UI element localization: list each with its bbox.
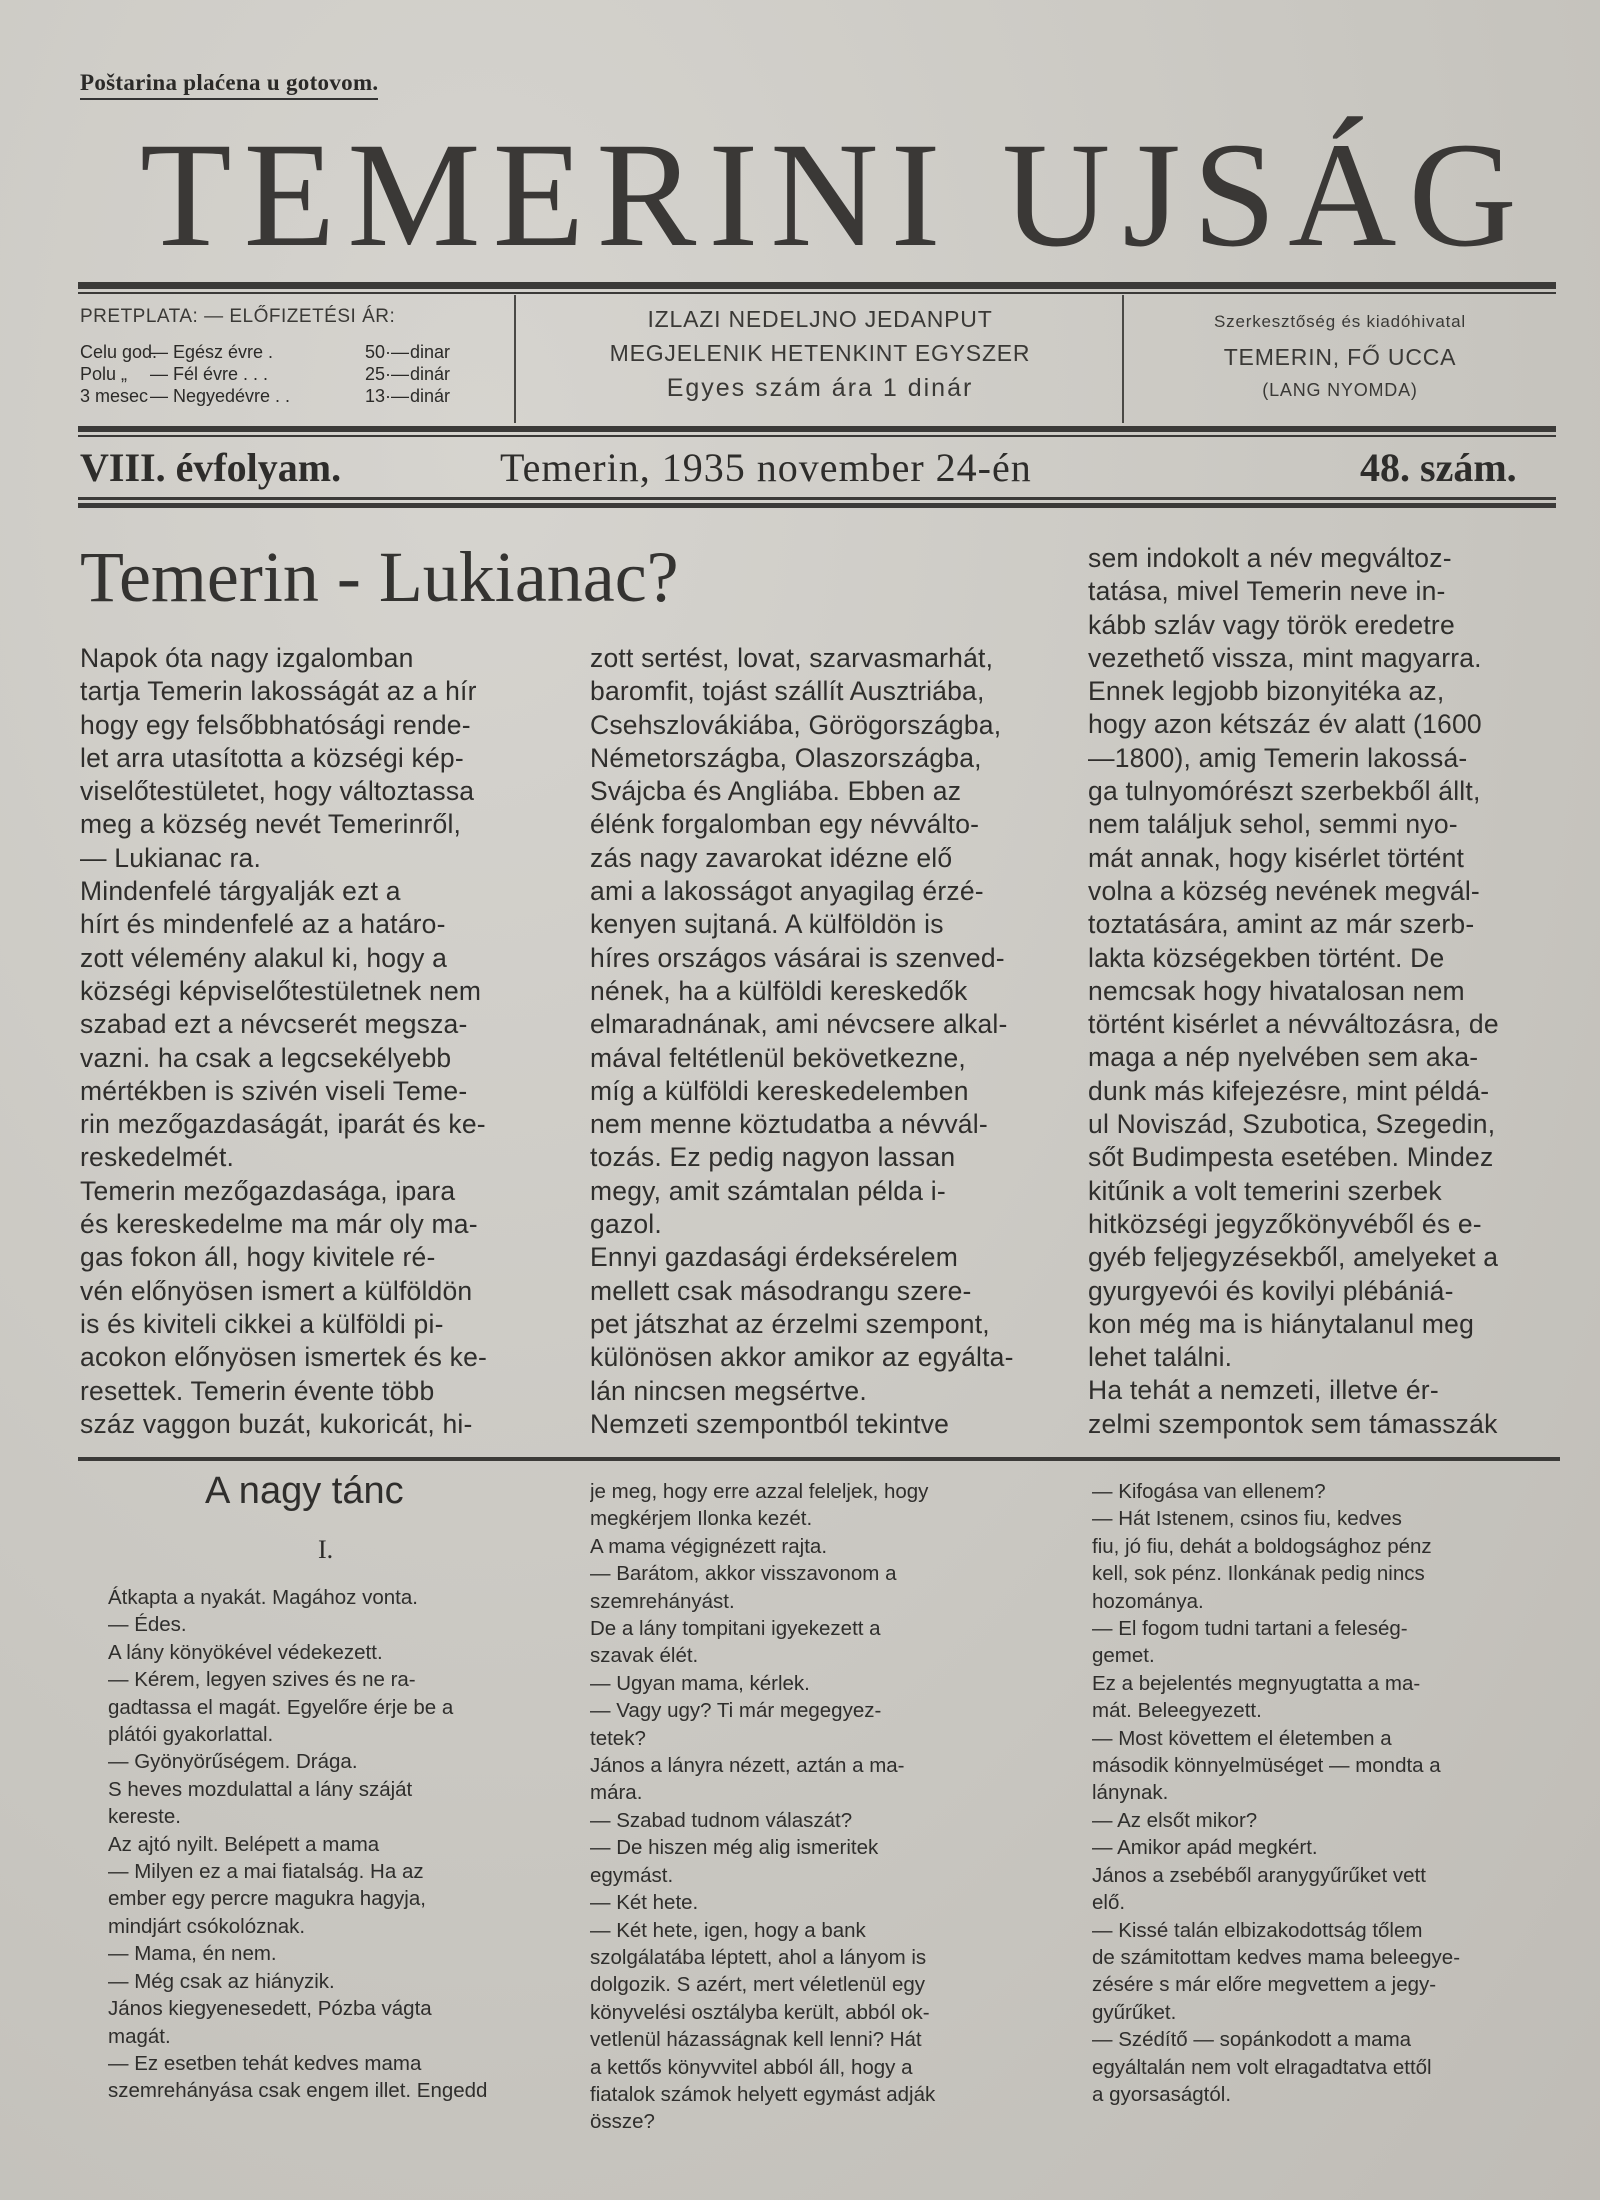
text-line: — Amikor apád megkért. — [1092, 1836, 1318, 1860]
text-line: nem menne köztudatba a névvál- — [590, 1109, 988, 1140]
text-line: plátói gyakorlattal. — [108, 1723, 274, 1747]
text-line: magát. — [108, 2024, 171, 2048]
text-line: — Kissé talán elbizakodottság tőlem — [1092, 1918, 1423, 1942]
text-line: vazni. ha csak a legcsekélyebb — [80, 1042, 452, 1073]
text-line: híres országos vásárai is szenved- — [590, 942, 1005, 973]
article-headline: Temerin - Lukianac? — [80, 537, 679, 617]
text-line: hogy egy felsőbbhatósági rende- — [80, 709, 471, 740]
text-line: meg a község nevét Temerinről, — [80, 809, 462, 840]
text-line: míg a külföldi kereskedelemben — [590, 1075, 969, 1106]
publication-frequency-sr: IZLAZI NEDELJNO JEDANPUT — [647, 306, 993, 332]
text-line: községi képviselőtestületnek nem — [80, 975, 482, 1006]
text-line: megy, amit számtalan példa i- — [590, 1175, 946, 1206]
text-line: je meg, hogy erre azzal feleljek, hogy — [590, 1480, 929, 1503]
article-column-3 — [1088, 542, 1561, 1441]
text-line: is és kiviteli cikkei a külföldi pi- — [80, 1308, 444, 1339]
text-line: lakta községekben történt. De — [1088, 942, 1445, 973]
text-line: A mama végignézett rajta. — [590, 1534, 828, 1558]
issue-volume: VIII. évfolyam. — [80, 445, 342, 490]
text-line: — Kérem, legyen szives és ne ra- — [108, 1668, 416, 1692]
text-line: volna a község nevének megvál- — [1088, 875, 1480, 906]
text-line: de számitottam kedves mama beleegye- — [1092, 1945, 1461, 1969]
text-line: gyűrűket. — [1092, 2000, 1177, 2024]
text-line: tartja Temerin lakosságát az a hír — [80, 676, 477, 707]
masthead-title: TEMERINI UJSÁG — [140, 112, 1529, 278]
text-line: mértékben is szivén viseli Teme- — [80, 1075, 468, 1106]
text-line: sőt Budimpesta esetében. Mindez — [1088, 1142, 1494, 1173]
text-line: nem találjuk sehol, semmi nyo- — [1088, 809, 1458, 840]
text-line: szolgálatába léptett, ahol a lányom is — [590, 1945, 927, 1969]
text-line: — Hát Istenem, csinos fiu, kedves — [1092, 1507, 1402, 1531]
office-address: TEMERIN, FŐ UCCA — [1223, 344, 1457, 370]
text-line: gazol. — [590, 1209, 662, 1240]
publication-frequency-hu: MEGJELENIK HETENKINT EGYSZER — [609, 340, 1031, 366]
text-line: — Még csak az hiányzik. — [108, 1969, 335, 1993]
text-line: ga tulnyomórészt szerbekből állt, — [1088, 776, 1481, 807]
text-line: lehet találni. — [1088, 1342, 1233, 1373]
text-line: mával feltétlenül bekövetkezne, — [590, 1042, 966, 1073]
text-line: különösen akkor amikor az egyálta- — [590, 1342, 1014, 1373]
text-line: — De hiszen még alig ismeritek — [590, 1836, 879, 1860]
text-line: kereste. — [108, 1805, 181, 1829]
text-line: zott vélemény alakul ki, hogy a — [80, 942, 448, 973]
text-line: — Mama, én nem. — [108, 1942, 277, 1966]
text-line: össze? — [590, 2110, 655, 2134]
subscription-heading: PRETPLATA: — ELŐFIZETÉSI ÁR: — [80, 306, 396, 327]
text-line: mindjárt csókolóznak. — [108, 1914, 306, 1938]
text-line: Ennyi gazdasági érdeksérelem — [590, 1242, 958, 1273]
story-chapter: I. — [318, 1535, 334, 1564]
text-line: kenyen sujtaná. A külföldön is — [590, 909, 944, 940]
text-line: vezethető vissza, mint magyarra. — [1088, 642, 1482, 673]
text-line: gadtassa el magát. Egyelőre érje be a — [108, 1695, 454, 1719]
text-line: ul Noviszád, Szubotica, Szegedin, — [1088, 1109, 1496, 1140]
header-rule-mid-thin — [78, 435, 1556, 437]
text-line: Napok óta nagy izgalomban — [80, 643, 414, 673]
text-line: élénk forgalomban egy névválto- — [590, 809, 980, 840]
text-line: Ez a bejelentés megnyugtatta a ma- — [1092, 1671, 1421, 1695]
text-line: —1800), amig Temerin lakossá- — [1088, 742, 1468, 773]
text-line: gyurgyevói és kovilyi plébániá- — [1088, 1275, 1454, 1306]
text-line: tozás. Ez pedig nagyon lassan — [590, 1142, 956, 1173]
text-line: János a zsebéből aranygyűrűket vett — [1092, 1863, 1426, 1887]
text-line: — Milyen ez a mai fiatalság. Ha az — [108, 1860, 424, 1884]
text-line: János kiegyenesedett, Pózba vágta — [108, 1997, 432, 2021]
story-title: A nagy tánc — [205, 1470, 404, 1512]
text-line: — Ugyan mama, kérlek. — [590, 1671, 810, 1695]
text-line: a gyorsaságtól. — [1092, 2082, 1232, 2106]
text-line: szemrehányása csak engem illet. Engedd — [108, 2079, 488, 2103]
text-line: zás nagy zavarokat idézne elő — [590, 842, 953, 873]
article-column-1 — [80, 642, 558, 1441]
text-line: — Ez esetben tehát kedves mama — [108, 2051, 422, 2075]
section-rule — [78, 1457, 1560, 1461]
text-line: kell, sok pénz. Ilonkának pedig nincs — [1092, 1562, 1425, 1586]
text-line: könyvelési osztályba került, abból ok- — [590, 2000, 930, 2024]
text-line: Csehszlovákiába, Görögországba, — [590, 709, 1002, 740]
text-line: hogy azon kétszáz év alatt (1600 — [1088, 709, 1482, 740]
text-line: vén előnyösen ismert a külföldön — [80, 1275, 473, 1306]
text-line: nemcsak hogy hivatalosan nem — [1088, 975, 1465, 1006]
printer-name: (LANG NYOMDA) — [1262, 380, 1418, 400]
text-line: Mindenfelé tárgyalják ezt a — [80, 876, 401, 907]
text-line: fiatalok számok helyett egymást adják — [590, 2082, 936, 2106]
article-column-2 — [590, 642, 1060, 1441]
text-line: resettek. Temerin évente több — [80, 1375, 435, 1406]
text-line: tatása, mivel Temerin neve in- — [1088, 576, 1446, 607]
text-line: Temerin mezőgazdasága, ipara — [80, 1175, 456, 1206]
text-line: pet játszhat az érzelmi szempont, — [590, 1308, 990, 1339]
text-line: rin mezőgazdaságát, iparát és ke- — [80, 1109, 486, 1140]
text-line: tetek? — [590, 1726, 646, 1750]
issue-date: Temerin, 1935 november 24-én — [500, 445, 1032, 490]
header-divider-right — [1122, 295, 1124, 423]
text-line: — Vagy ugy? Ti már megegyez- — [590, 1699, 882, 1723]
text-line: Nemzeti szempontból tekintve — [590, 1408, 950, 1439]
text-line: Ha tehát a nemzeti, illetve ér- — [1088, 1375, 1439, 1406]
text-line: — Két hete, igen, hogy a bank — [590, 1918, 866, 1942]
text-line: De a lány tompitani igyekezett a — [590, 1617, 881, 1641]
text-line: baromfit, tojást szállít Ausztriába, — [590, 676, 985, 707]
text-line: Átkapta a nyakát. Magához vonta. — [108, 1586, 418, 1609]
text-line: — Édes. — [108, 1613, 187, 1637]
text-line: egyáltalán nem volt elragadtatva ettől — [1092, 2055, 1432, 2079]
text-line: dolgozik. S azért, mert véletlenül egy — [590, 1973, 925, 1997]
text-line: Németországba, Olaszországba, — [590, 742, 982, 773]
text-line: — Az elsőt mikor? — [1092, 1808, 1258, 1832]
header-rule-mid — [78, 426, 1556, 432]
text-line: mára. — [590, 1781, 643, 1805]
text-line: toztatására, amint az már szerb- — [1088, 909, 1475, 940]
text-line: szavak élét. — [590, 1644, 699, 1668]
text-line: második könnyelmüséget — mondta a — [1092, 1754, 1441, 1778]
text-line: zott sertést, lovat, szarvasmarhát, — [590, 643, 994, 673]
text-line: let arra utasította a községi kép- — [80, 742, 464, 773]
text-line: — Kifogása van ellenem? — [1092, 1480, 1326, 1503]
text-line: lánynak. — [1092, 1781, 1169, 1805]
text-line: mát. Beleegyezett. — [1092, 1699, 1262, 1723]
story-column-2 — [590, 1478, 1060, 2136]
text-line: viselőtestületet, hogy változtassa — [80, 776, 475, 807]
text-line: sem indokolt a név megváltoz- — [1088, 543, 1452, 573]
text-line: Svájcba és Angliába. Ebben az — [590, 776, 962, 807]
header-rule-top — [78, 282, 1556, 289]
header-rule-bottom-2 — [78, 503, 1556, 508]
text-line: megkérjem Ilonka kezét. — [590, 1507, 813, 1531]
text-line: A lány könyökével védekezett. — [108, 1640, 383, 1664]
issue-price: Egyes szám ára 1 dinár — [666, 374, 974, 402]
text-line: — Szabad tudnom válaszát? — [590, 1808, 853, 1832]
postage-note: Poštarina plaćena u gotovom. — [80, 70, 378, 100]
story-column-1 — [108, 1584, 563, 2105]
text-line: acokon előnyösen ismertek és ke- — [80, 1342, 488, 1373]
text-line: elmaradnának, ami névcsere alkal- — [590, 1009, 1008, 1040]
header-divider-left — [514, 295, 516, 423]
text-line: történt kisérlet a névváltozásra, de — [1088, 1009, 1499, 1040]
text-line: mát annak, hogy kisérlet történt — [1088, 842, 1465, 873]
text-line: szemrehányást. — [590, 1589, 735, 1613]
text-line: és kereskedelme ma már oly ma- — [80, 1209, 478, 1240]
text-line: János a lányra nézett, aztán a ma- — [590, 1754, 905, 1778]
text-line: — Gyönyörűségem. Drága. — [108, 1750, 358, 1774]
text-line: lán nincsen megsértve. — [590, 1375, 867, 1406]
text-line: fiu, jó fiu, dehát a boldogsághoz pénz — [1092, 1534, 1432, 1558]
text-line: gyéb feljegyzésekből, amelyeket a — [1088, 1242, 1499, 1273]
text-line: S heves mozdulattal a lány száját — [108, 1777, 413, 1801]
office-label: Szerkesztőség és kiadóhivatal — [1214, 312, 1466, 331]
text-line: Ennek legjobb bizonyitéka az, — [1088, 676, 1445, 707]
text-line: kitűnik a volt temerini szerbek — [1088, 1175, 1442, 1206]
text-line: kább szláv vagy török eredetre — [1088, 609, 1455, 640]
text-line: — Két hete. — [590, 1891, 699, 1915]
text-line: — Lukianac ra. — [80, 842, 262, 873]
text-line: a kettős könyvvitel abból áll, hogy a — [590, 2055, 913, 2079]
text-line: vetlenül házasságnak kell lenni? Hát — [590, 2028, 922, 2052]
story-column-3 — [1092, 1478, 1562, 2108]
text-line: reskedelmét. — [80, 1142, 235, 1173]
text-line: ember egy percre magukra hagyja, — [108, 1887, 426, 1911]
text-line: nének, ha a külföldi kereskedők — [590, 975, 968, 1006]
text-line: — Most követtem el életemben a — [1092, 1726, 1392, 1750]
text-line: maga a nép nyelvében sem aka- — [1088, 1042, 1479, 1073]
text-line: zelmi szempontok sem támasszák — [1088, 1408, 1498, 1439]
text-line: Az ajtó nyilt. Belépett a mama — [108, 1832, 380, 1856]
text-line: kon még ma is hiánytalanul meg — [1088, 1308, 1475, 1339]
issue-number: 48. szám. — [1360, 445, 1517, 490]
text-line: hozománya. — [1092, 1589, 1204, 1613]
text-line: zésére s már előre megvettem a jegy- — [1092, 1973, 1437, 1997]
text-line: hírt és mindenfelé az a határo- — [80, 909, 446, 940]
header-rule-top-thin — [78, 292, 1556, 294]
text-line: — Barátom, akkor visszavonom a — [590, 1562, 897, 1586]
header-rule-bottom — [78, 497, 1556, 500]
text-line: dunk más kifejezésre, mint példá- — [1088, 1075, 1490, 1106]
text-line: elő. — [1092, 1891, 1126, 1915]
text-line: gas fokon áll, hogy kivitele ré- — [80, 1242, 436, 1273]
text-line: — El fogom tudni tartani a feleség- — [1092, 1617, 1408, 1641]
text-line: egymást. — [590, 1863, 674, 1887]
text-line: hitközségi jegyzőkönyvéből és e- — [1088, 1208, 1482, 1239]
text-line: gemet. — [1092, 1644, 1155, 1668]
text-line: szabad ezt a névcserét megsza- — [80, 1009, 468, 1040]
text-line: mellett csak másodrangu szere- — [590, 1275, 972, 1306]
text-line: száz vaggon buzát, kukoricát, hi- — [80, 1408, 473, 1439]
text-line: ami a lakosságot anyagilag érzé- — [590, 876, 984, 907]
text-line: — Szédítő — sopánkodott a mama — [1092, 2028, 1412, 2052]
